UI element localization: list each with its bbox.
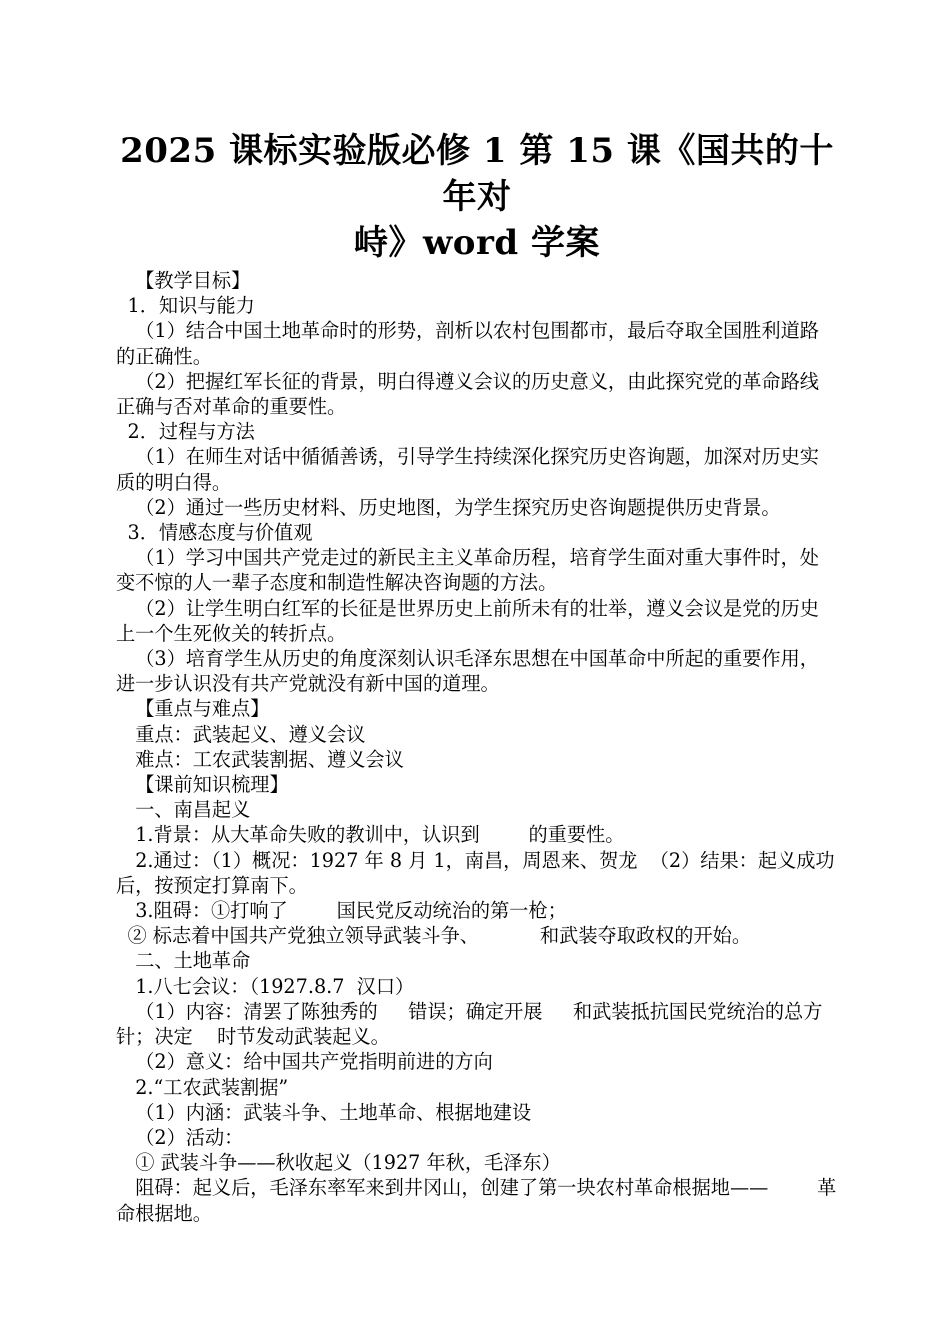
paragraph: （1）在师生对话中循循善诱，引导学生持续深化探究历史咨询题，加深对历史实质的明白得。 (116, 445, 819, 494)
sub-heading: 1．知识与能力 (127, 294, 255, 318)
paragraph: 3.阻碍：①打响了 国民党反动统治的第一枪； (135, 899, 567, 923)
paragraph: 重点：武装起义、遵义会议 (135, 722, 366, 746)
paragraph: 阻碍：起义后，毛泽东率军来到井冈山，创建了第一块农村革命根据地—— 革命根据地。 (116, 1176, 837, 1225)
paragraph: （2）意义：给中国共产党指明前进的方向 (135, 1050, 493, 1074)
paragraph: （3）培育学生从历史的角度深刻认识毛泽东思想在中国革命中所起的重要作用，进一步认识没有共产党就没有新中国的道理。 (116, 647, 819, 696)
sub-heading: 一、南昌起义 (135, 798, 251, 822)
title-line-2: 峙》word 学案 (354, 223, 600, 263)
paragraph: 1.背景：从大革命失败的教训中，认识到 的重要性。 (135, 823, 625, 847)
paragraph: （2）活动： (135, 1125, 244, 1149)
sub-heading: 3．情感态度与价值观 (127, 521, 313, 545)
paragraph: 1.八七会议：（1927.8.7 汉口） (135, 974, 415, 998)
paragraph: （2）通过一些历史材料、历史地图，为学生探究历史咨询题提供历史背景。 (135, 495, 781, 519)
paragraph: 难点：工农武装割据、遵义会议 (135, 747, 404, 771)
paragraph: （1）内容：清罢了陈独秀的 错误；确定开展 和武装抵抗国民党统治的总方针；决定 时节发动武装起义。 (116, 999, 823, 1049)
title-line-1: 2025 课标实验版必修 1 第 15 课《国共的十年对 (120, 131, 834, 217)
paragraph: 2.通过：（1）概况：1927 年 8 月 1，南昌，周恩来、贺龙 （2）结果：起义成功后，按预定打算南下。 (116, 848, 835, 897)
paragraph: （2）把握红军长征的背景，明白得遵义会议的历史意义，由此探究党的革命路线正确与否对革命的重要性。 (116, 369, 819, 419)
paragraph: 2.“工农武装割据” (135, 1075, 289, 1099)
document-body (116, 268, 838, 1226)
paragraph: ② 标志着中国共产党独立领导武装斗争、 和武装夺取政权的开始。 (127, 924, 752, 948)
section-heading: 【教学目标】 (135, 269, 251, 292)
paragraph: （1）学习中国共产党走过的新民主主义革命历程，培育学生面对重大事件时，处变不惊的人一辈子态度和制造性解决咨询题的方法。 (116, 546, 819, 595)
paragraph: （1）结合中国土地革命时的形势，剖析以农村包围都市，最后夺取全国胜利道路的正确性。 (116, 319, 819, 368)
paragraph: ① 武装斗争——秋收起义（1927 年秋，毛泽东） (135, 1151, 561, 1175)
sub-heading: 二、土地革命 (135, 949, 251, 973)
section-heading: 【课前知识梳理】 (135, 773, 289, 797)
sub-heading: 2．过程与方法 (127, 420, 255, 444)
document-title (116, 128, 838, 266)
document-page (116, 128, 838, 1226)
paragraph: （2）让学生明白红军的长征是世界历史上前所未有的壮举，遵义会议是党的历史上一个生死攸关的转折点。 (116, 596, 819, 645)
section-heading: 【重点与难点】 (135, 697, 270, 721)
paragraph: （1）内涵：武装斗争、土地革命、根据地建设 (135, 1100, 532, 1124)
